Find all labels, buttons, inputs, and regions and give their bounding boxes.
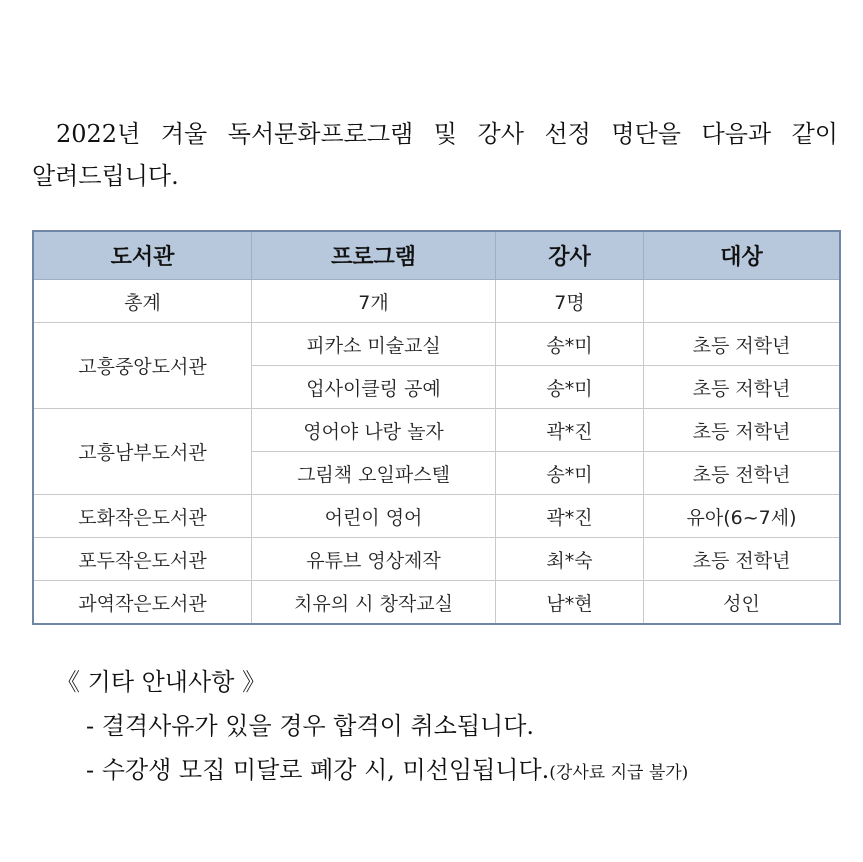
header-program: 프로그램 [252,232,496,280]
table-row [34,323,840,366]
instructor-name: 송*미 [496,366,644,409]
header-target: 대상 [644,232,840,280]
header-instructor: 강사 [496,232,644,280]
target-group: 초등 저학년 [644,366,840,409]
intro-line-1: 2022년 겨울 독서문화프로그램 및 강사 선정 명단을 다음과 같이 [56,120,838,148]
intro-paragraph [32,113,838,197]
program-name: 업사이클링 공예 [252,366,496,409]
notes-section [56,660,688,795]
instructor-name: 곽*진 [496,409,644,452]
table-row [34,538,840,581]
notes-heading: 《 기타 안내사항 》 [56,668,266,696]
total-instructors: 7명 [496,280,644,323]
total-label: 총계 [34,280,252,323]
library-name: 과역작은도서관 [34,581,252,624]
program-name: 피카소 미술교실 [252,323,496,366]
note-suffix: (강사료 지급 불가) [549,763,689,783]
instructor-name: 최*숙 [496,538,644,581]
target-group: 초등 전학년 [644,538,840,581]
note-item [56,704,688,748]
table-row-total [34,280,840,323]
table-header-row [34,232,840,280]
note-text: - 결격사유가 있을 경우 합격이 취소됩니다. [86,712,535,740]
program-name: 영어야 나랑 놀자 [252,409,496,452]
instructor-name: 송*미 [496,323,644,366]
program-name: 그림책 오일파스텔 [252,452,496,495]
table-row [34,409,840,452]
note-item [56,748,688,795]
table-row [34,495,840,538]
target-group: 초등 전학년 [644,452,840,495]
library-name: 고흥남부도서관 [34,409,252,495]
program-name: 유튜브 영상제작 [252,538,496,581]
total-programs: 7개 [252,280,496,323]
instructor-name: 송*미 [496,452,644,495]
library-name: 포두작은도서관 [34,538,252,581]
target-group: 성인 [644,581,840,624]
target-group: 유아(6~7세) [644,495,840,538]
instructor-name: 남*현 [496,581,644,624]
library-name: 고흥중앙도서관 [34,323,252,409]
note-text: - 수강생 모집 미달로 폐강 시, 미선임됩니다. [86,756,550,784]
total-target [644,280,840,323]
header-library: 도서관 [34,232,252,280]
table-row [34,581,840,624]
program-name: 어린이 영어 [252,495,496,538]
intro-line-2: 알려드립니다. [32,162,179,190]
target-group: 초등 저학년 [644,409,840,452]
target-group: 초등 저학년 [644,323,840,366]
instructor-name: 곽*진 [496,495,644,538]
program-table [33,231,840,624]
program-name: 치유의 시 창작교실 [252,581,496,624]
library-name: 도화작은도서관 [34,495,252,538]
